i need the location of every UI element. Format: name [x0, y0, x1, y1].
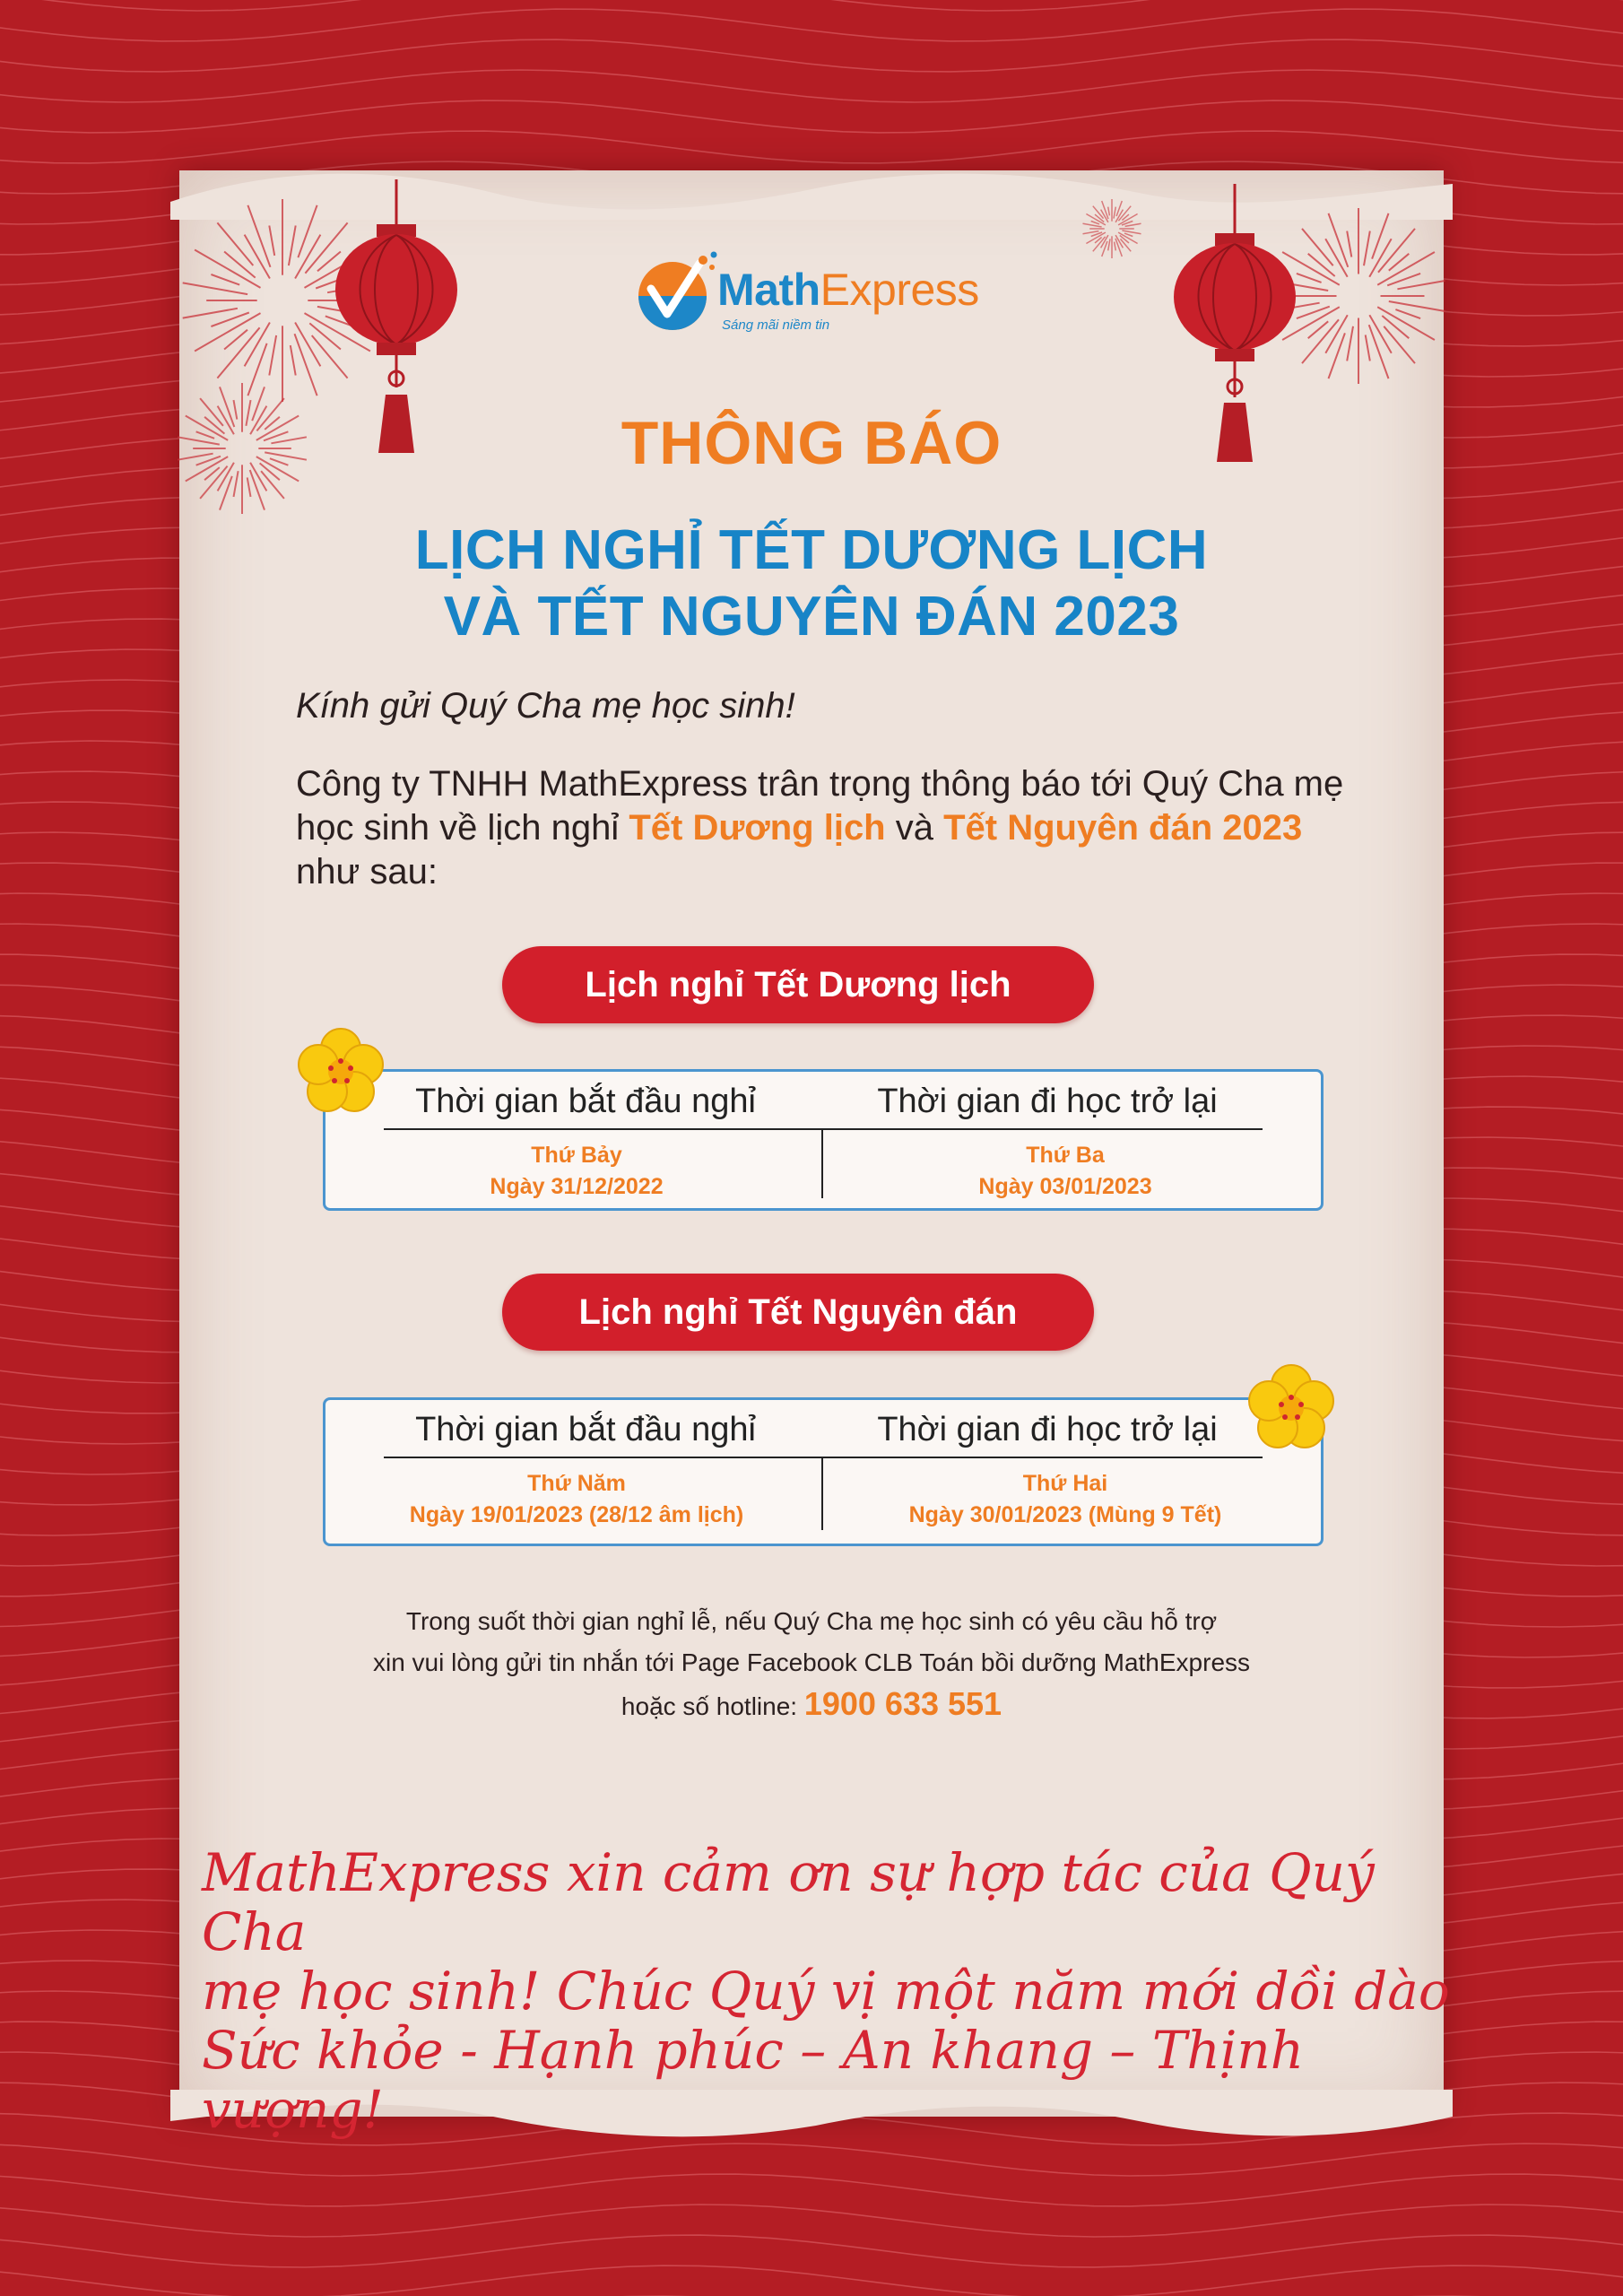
return-date: Ngày 30/01/2023 (Mùng 9 Tết)	[908, 1502, 1222, 1527]
intro-highlight-1: Tết Dương lịch	[629, 808, 886, 848]
intro-paragraph	[296, 762, 1354, 894]
start-value	[334, 1140, 819, 1203]
notice-subtitle-line2: VÀ TẾT NGUYÊN ĐÁN 2023	[443, 586, 1180, 648]
notice-title: THÔNG BÁO	[621, 409, 1002, 477]
background-wave-line	[0, 131, 1623, 163]
hotline-number[interactable]: 1900 633 551	[803, 1685, 1002, 1722]
background-wave-line	[0, 2174, 1623, 2206]
background-wave-line	[0, 9, 1623, 41]
table-divider-horizontal	[384, 1457, 1263, 1458]
logo-wordmark	[717, 264, 979, 316]
table-divider-horizontal	[384, 1128, 1263, 1130]
start-day: Thứ Bảy	[531, 1143, 622, 1168]
background-wave-line	[0, 2235, 1623, 2267]
hotline-label: hoặc số hotline:	[621, 1692, 804, 1720]
background-wave-line	[0, 2266, 1623, 2296]
return-value	[823, 1468, 1307, 1531]
greeting: Kính gửi Quý Cha mẹ học sinh!	[296, 686, 795, 726]
return-value	[823, 1140, 1307, 1203]
background-wave-line	[0, 2144, 1623, 2176]
logo-express-text: Express	[820, 265, 979, 315]
closing-line-2: mẹ học sinh! Chúc Quý vị một năm mới dồi dào	[202, 1961, 1450, 2022]
schedule-table-new-year	[323, 1069, 1324, 1211]
intro-text-1: Công ty TNHH MathExpress trân trọng thông báo tới Quý Cha mẹ học sinh về lịch nghỉ	[296, 764, 1344, 848]
firework-small-right-decoration	[1081, 197, 1143, 260]
intro-text-3: như sau:	[296, 852, 438, 891]
logo-slogan: Sáng mãi niềm tin	[722, 317, 830, 333]
closing-line-1: MathExpress xin cảm ơn sự hợp tác của Quý Cha	[202, 1842, 1375, 1962]
background-wave-line	[0, 39, 1623, 72]
return-label: Thời gian đi học trở lại	[877, 1411, 1218, 1448]
return-date: Ngày 03/01/2023	[978, 1174, 1152, 1199]
start-day: Thứ Năm	[527, 1471, 626, 1496]
start-value	[334, 1468, 819, 1531]
start-date: Ngày 19/01/2023 (28/12 âm lịch)	[409, 1502, 744, 1527]
start-date: Ngày 31/12/2022	[490, 1174, 664, 1199]
background-wave-line	[0, 70, 1623, 102]
return-day: Thứ Hai	[1022, 1471, 1108, 1496]
support-line-2: xin vui lòng gửi tin nhắn tới Page Facebook CLB Toán bồi dưỡng MathExpress	[372, 1648, 1251, 1676]
schedule-heading-new-year: Lịch nghỉ Tết Dương lịch	[502, 946, 1094, 1023]
notice-subtitle-line1: LỊCH NGHỈ TẾT DƯƠNG LỊCH	[414, 519, 1209, 581]
logo-math-text: Math	[717, 265, 820, 315]
support-line-1: Trong suốt thời gian nghỉ lễ, nếu Quý Cha mẹ học sinh có yêu cầu hỗ trợ	[405, 1607, 1218, 1635]
logo-mark-icon	[637, 251, 719, 334]
support-info	[0, 1601, 1623, 1727]
schedule-heading-lunar-new-year: Lịch nghỉ Tết Nguyên đán	[502, 1274, 1094, 1351]
background-wave-line	[0, 100, 1623, 133]
closing-line-3: Sức khỏe - Hạnh phúc – An khang – Thịnh vượng!	[202, 2020, 1305, 2140]
mathexpress-logo	[632, 244, 1009, 343]
schedule-table-lunar-new-year	[323, 1397, 1324, 1546]
closing-wishes	[202, 1843, 1457, 2139]
background-wave-line	[0, 2205, 1623, 2237]
start-label: Thời gian bắt đầu nghỉ	[415, 1411, 756, 1448]
return-day: Thứ Ba	[1026, 1143, 1105, 1168]
apricot-blossom-icon	[291, 1022, 390, 1121]
support-line-3	[0, 1683, 1623, 1727]
start-label: Thời gian bắt đầu nghỉ	[415, 1083, 756, 1120]
apricot-blossom-icon	[1242, 1359, 1341, 1457]
intro-highlight-2: Tết Nguyên đán 2023	[943, 808, 1303, 848]
return-label: Thời gian đi học trở lại	[877, 1083, 1218, 1120]
intro-text-2: và	[885, 808, 944, 848]
